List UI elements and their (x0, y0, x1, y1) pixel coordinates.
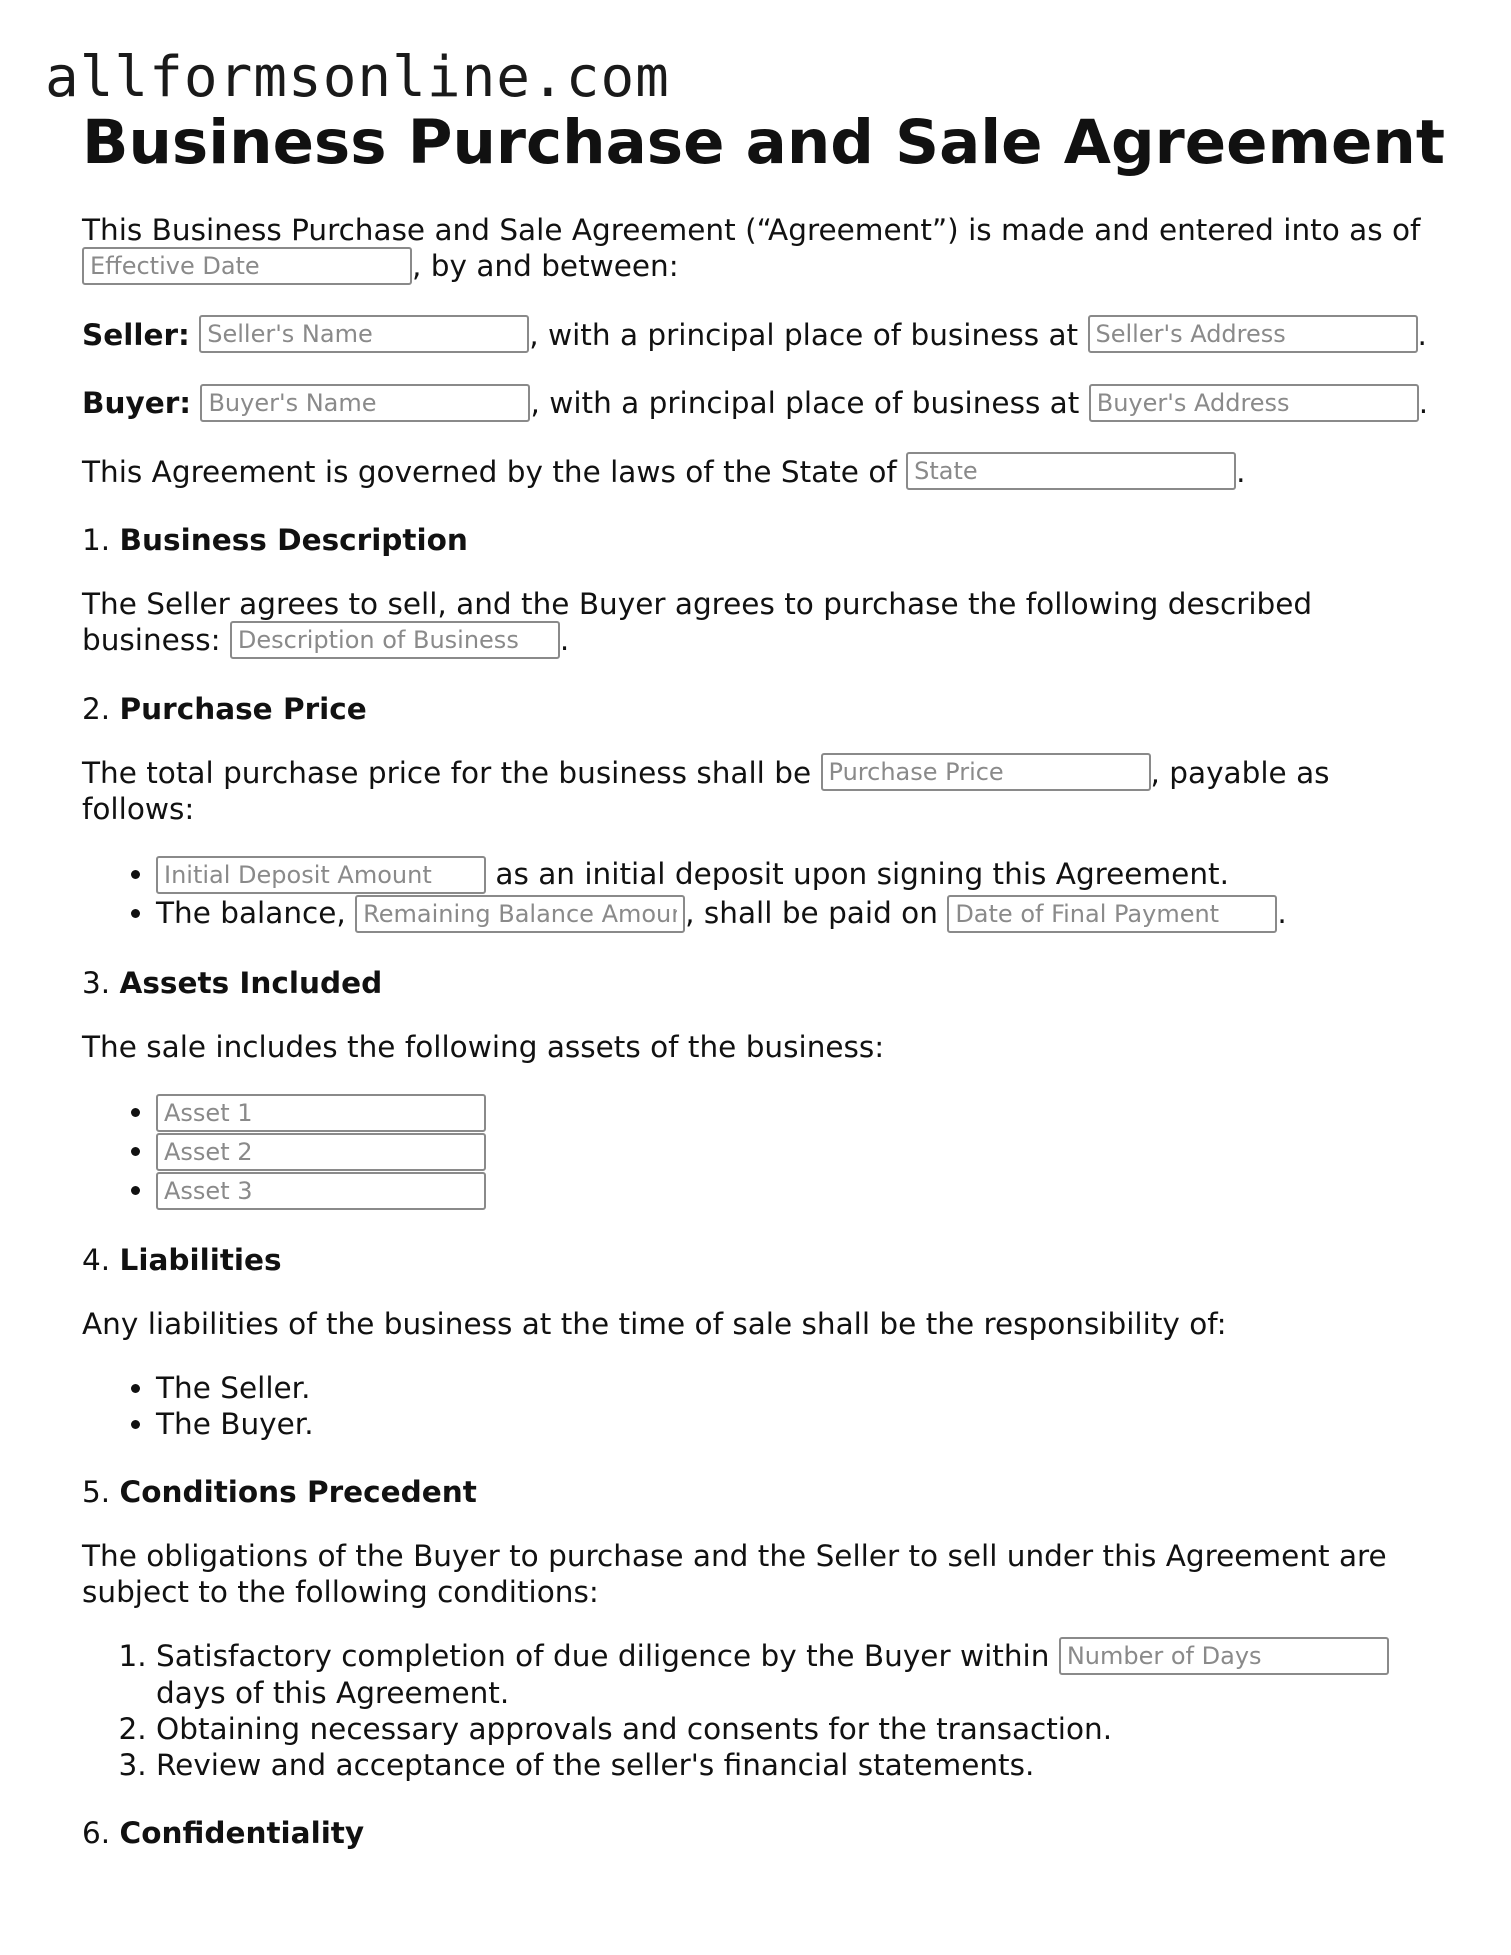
liabilities-list (82, 1370, 1432, 1442)
conditions-paragraph: The obligations of the Buyer to purchase and the Seller to sell under this Agreement are subject to the following conditions: (82, 1539, 1387, 1609)
list-item: • The Seller. (156, 1370, 1432, 1406)
section-heading-liabilities (82, 1242, 1432, 1278)
purchase-price-input[interactable] (821, 753, 1151, 791)
intro-text: This Business Purchase and Sale Agreement (“Agreement”) is made and entered into as of (82, 213, 1421, 247)
condition-1-text-after: days of this Agreement. (156, 1675, 510, 1710)
list-item (156, 1093, 1432, 1132)
governing-text: This Agreement is governed by the laws of the State of (82, 454, 897, 489)
list-item (156, 1132, 1432, 1171)
purchase-price-text-after: , payable as follows: (82, 755, 1330, 826)
seller-end: . (1417, 317, 1427, 352)
effective-date-input[interactable] (82, 247, 412, 285)
remaining-balance-input[interactable] (355, 895, 685, 933)
section-heading-conditions (82, 1474, 1432, 1510)
asset-1-input[interactable] (156, 1094, 486, 1132)
buyer-end: . (1418, 386, 1429, 420)
seller-label: Seller: (82, 317, 190, 352)
due-diligence-days-input[interactable] (1059, 1637, 1389, 1675)
list-item (156, 855, 1432, 894)
business-description-end: . (559, 623, 570, 657)
deposit-text: as an initial deposit upon signing this Agreement. (495, 857, 1229, 891)
asset-3-input[interactable] (156, 1172, 486, 1210)
intro-text-after: , by and between: (412, 249, 679, 283)
assets-list (82, 1093, 1432, 1210)
seller-address-input[interactable] (1088, 315, 1418, 353)
section-title: Assets Included (119, 966, 383, 1000)
governing-end: . (1236, 454, 1246, 489)
paid-on-text: , shall be paid on (685, 896, 938, 930)
agreement-body (82, 212, 1432, 1879)
site-watermark: allformsonline.com (45, 45, 670, 110)
buyer-line (82, 385, 1432, 422)
state-input[interactable] (906, 452, 1236, 490)
section-title: Business Description (119, 523, 468, 557)
section-heading-confidentiality (82, 1815, 1432, 1851)
list-item (156, 1171, 1432, 1210)
section-number: 6. (82, 1815, 111, 1850)
section-number: 4. (82, 1243, 111, 1277)
governing-law-line (82, 454, 1432, 491)
list-item: 2. Obtaining necessary approvals and consents for the transaction. (156, 1711, 1432, 1747)
business-description-text: The Seller agrees to sell, and the Buyer agrees to purchase the following described business: (82, 587, 1313, 657)
section-number: 2. (82, 691, 111, 726)
section-title: Liabilities (119, 1243, 282, 1277)
business-description-paragraph (82, 586, 1432, 659)
section-heading-purchase-price (82, 691, 1432, 727)
list-item: 3. Review and acceptance of the seller's financial statements. (156, 1747, 1432, 1783)
condition-1-text: Satisfactory completion of due diligence by the Buyer within (156, 1639, 1050, 1673)
buyer-address-input[interactable] (1089, 384, 1419, 422)
section-heading-business-description (82, 522, 1432, 558)
page-title: Business Purchase and Sale Agreement (82, 107, 1445, 178)
section-title: Purchase Price (119, 691, 367, 726)
buyer-label: Buyer: (82, 386, 192, 420)
list-item (156, 1638, 1432, 1711)
section-number: 5. (82, 1475, 111, 1509)
section-number: 3. (82, 966, 111, 1000)
payment-terms-list (82, 855, 1432, 933)
seller-middle-text: , with a principal place of business at (529, 317, 1079, 352)
balance-text: The balance, (156, 896, 346, 930)
section-title: Confidentiality (119, 1815, 365, 1850)
section-title: Conditions Precedent (119, 1475, 477, 1509)
list-item (156, 894, 1432, 933)
purchase-price-text: The total purchase price for the business shall be (82, 755, 812, 790)
purchase-price-paragraph (82, 755, 1432, 828)
assets-paragraph: The sale includes the following assets of the business: (82, 1030, 885, 1064)
seller-name-input[interactable] (199, 315, 529, 353)
conditions-list (82, 1638, 1432, 1783)
balance-end: . (1277, 896, 1287, 930)
list-item: • The Buyer. (156, 1406, 1432, 1442)
seller-line (82, 317, 1432, 354)
intro-paragraph (82, 212, 1432, 285)
section-heading-assets (82, 965, 1432, 1001)
section-number: 1. (82, 523, 111, 557)
buyer-name-input[interactable] (200, 384, 530, 422)
initial-deposit-input[interactable] (156, 856, 486, 894)
asset-2-input[interactable] (156, 1133, 486, 1171)
buyer-middle-text: , with a principal place of business at (530, 386, 1080, 420)
final-payment-date-input[interactable] (947, 895, 1277, 933)
liabilities-paragraph: Any liabilities of the business at the time of sale shall be the responsibility of: (82, 1307, 1227, 1341)
business-description-input[interactable] (230, 621, 560, 659)
